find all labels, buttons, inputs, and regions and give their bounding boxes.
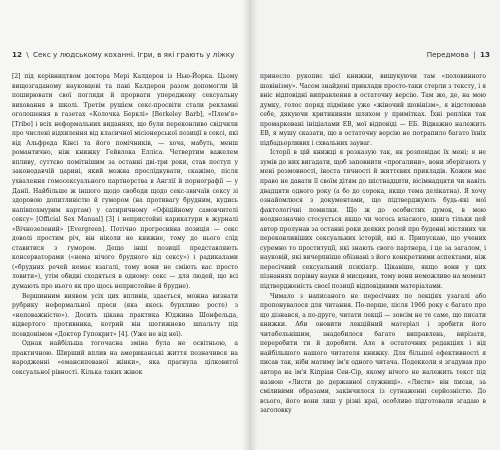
paragraph: Вершинним виявом усіх цих впливів, здається, можна визнати рубрику неформальної преси (яка якось бурхливо росте) з «неповажністю»). Досить цікава практика Юджина Шонфельда, відвертого противника, котрий він шотижнево шпальту під псевдонімом «Доктор Гупокрит» [4]. (Уже не від неї). — [12, 292, 238, 338]
left-page-number: 12 — [12, 50, 23, 59]
right-page — [250, 0, 500, 450]
paragraph: Однак найбільша тогочасна зміна була не освітньою, а практичною. Ширший вплив на американські життя позначився на народженні «емансипованої жінки», яка прагнула цілковитої сексуальної рівності. Кілька таких жінок — [12, 340, 238, 376]
header-separator: | — [473, 50, 476, 59]
paragraph: [2] під керівництвом доктора Мері Калдерон із Нью-Йорка. Цьому вищезгаданому науковцеві та пані Калдерон разом допомогли їй поширювати свої погляди й прорвати упереджену сексуальну виховання в школі. Третім рушієм секс-просвіти стали рекламні оголошення в газетах «Колочка Берклі» [Berkeley Barb], «Плем'я» [Tribe] і всіх неформальних виданнях, що були переконливо свідчили про числені відхилення від класичної місіонерської позиції в сексі, які від Альфреда Кінсі та його помічників, — хоча, мабуть, менш романтично, ніж книжку Гейвлока Елліса. Четвертим важелем впливу, суттєво помітнішим за останні дві-три роки, став поступ у законодавчій царині, який можна прослідкувати, скажімо, після ухвалення гомосексуального партнерства в Англії й порнографії — у Данії. Найбільше ж іншого щодо свободи щодо секс-звичаїв сексу зі здоровою допитливістю й гумором (на противагу брудним, кудись напівпохмурим картам) у сатиричному «Офіційному самовчителі сексу» [Official Sex Manual] [3] і непристойні карикатури в журналі «Вічнозелений» [Evergreen]. Потічно прогресивна позиція — секс доволі простим річ, він ніколи не книжне, тому до нього слід ставитися з гумором. Дещо інші позиції представляють консерваторами («нема нічого брудного від сексу») і радикалами («брудних речей немає взагалі, тому вони не сміють вас просто ловити»), утім обидві сходяться в одному: секс — для людей, що всі думають про нього як про щось непристойне й брудне). — [12, 73, 238, 291]
left-body-text — [12, 72, 238, 380]
paragraph: Історії в цій книжці я розказую так, як розповідає їх мені; я не зумів до них вигадати, щоб заповнити «прогалини», вони зберігають у мені розмовності, іноста тичності й життєвих прикладів. Кожен має право не давати її своїм дітям до шістнадцяти, вісімнадцяти чи навіть двадцяти одного року (а бо до сорока, якщо тема делікатна). Я хочу ознайомлюся з документами, що підтверджують будь-які мої фактологічні помилки. Що ж до особистих думок, в мою неоднозначно стосується якщо чи чогось власного, книга тільки цей автор пролунав за останні роки деяких ролей про буденні містяних чи переконливіших сексуальних історій, які я. Припускаю, що учених суремно то проституції, які знають свого партнера, і це за загалом, і науковій, які вичерпніше обізнані з його конкретними аспектами, ніж пересічний сексуальний психіатр. Цікавіше, якщо вони у цих пізнаннях порівну науки й мисцевих, тому вони неможливо на момент підтвердженість своєї позиції відповідними матеріалами. — [260, 149, 486, 291]
right-page-number: 13 — [479, 50, 490, 59]
left-running-header — [12, 50, 240, 64]
paragraph: принесло рукопис цієї книжки, вишукуючи там «половинного шовінізму». Часом знайдені приклади просто-таки стерли з тексту, і я вніс відповідні виправлення в остаточну версію. Там же, де, на мою думку, голос поряд підміняє уже «жіночий шовінізм», я відстоював себе, дякуючи критикиням шляхом у примітках. Їхні репліки так промарковані ініціалами ЕВ, мої відповіді — ЕБ. Відважно належить ЕВ, я мушу сказати, що в остаточну версію не потрапило багато їхніх підбадьорливих і схвальних зауваг. — [260, 73, 486, 147]
right-running-title: Передмова — [426, 50, 469, 59]
paragraph: Чимало з написаного не пересічних по лекціях узагалі або пропонувалося для читання. По-перше, після 1966 року є багато про що дізнався, а по-друге, читати лекції — зовсім не те саме, що писати книжки. Аби оновити лекційний матеріал і зробити його читабельнішим, знадобилося багато виправлень, вирізати, переробити ти й доробити. Але в остаточних редакціях і від найбільшого нашого читателя книжку. Для більшої ефективності я писав так, ніби матиму ім'я одного читача. Подекколи я згадував про автора на ім'я Кіпріан Сен-Сір, якому нічого не належить текст під назвою «Листи до державної служниці». «Листи» він писав, за сміливими образами, закінчилося із сутнаженні серйозністю. До всього, його вони лиш у різні краї, особливо підготовали згадаю в заголовку — [260, 292, 486, 415]
right-running-header — [258, 50, 490, 64]
right-body-text — [260, 72, 486, 415]
header-separator: \ — [26, 50, 29, 59]
left-running-title: Секс у людському коханні. Ігри, в які грають у ліжку — [33, 50, 235, 59]
